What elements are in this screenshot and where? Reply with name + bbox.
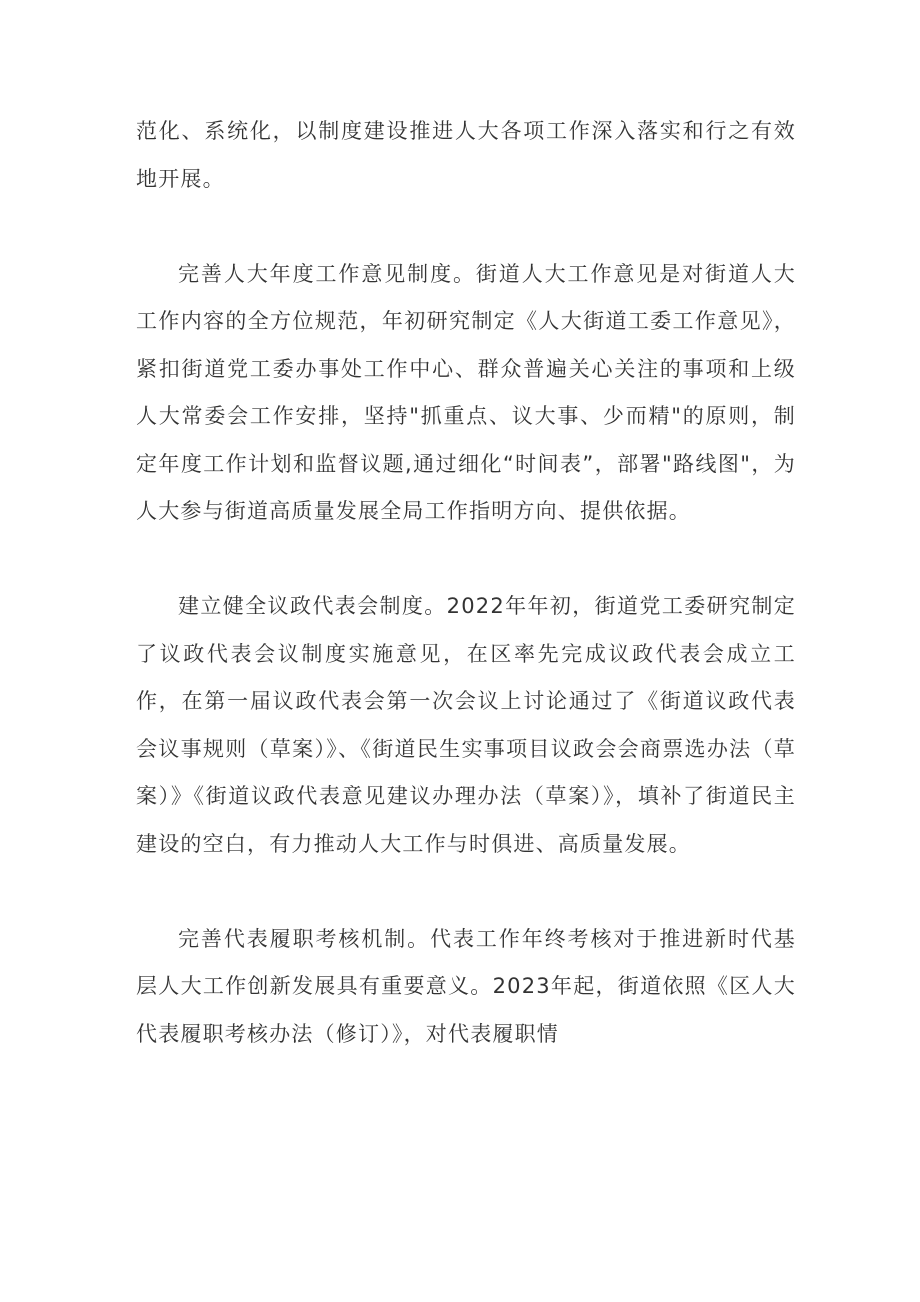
paragraph-annual-work-opinion: 完善人大年度工作意见制度。街道人大工作意见是对街道人大工作内容的全方位规范，年初研究制定《人大街道工委工作意见》，紧扣街道党工委办事处工作中心、群众普遍关心关注的事项和上级人大常委会工作安排，坚持"抓重点、议大事、少而精"的原则，制定年度工作计划和监督议题,通过细化“时间表”，部署"路线图"，为人大参与街道高质量发展全局工作指明方向、提供依据。 [136, 261, 796, 523]
paragraph-representative-assessment: 完善代表履职考核机制。代表工作年终考核对于推进新时代基层人大工作创新发展具有重要意义。2023年起，街道依照《区人大代表履职考核办法（修订）》，对代表履职情 [136, 926, 796, 1046]
paragraph-continuation: 范化、系统化，以制度建设推进人大各项工作深入落实和行之有效地开展。 [136, 119, 796, 191]
document-body [136, 108, 796, 1058]
paragraph-deliberative-congress: 建立健全议政代表会制度。2022年年初，街道党工委研究制定了议政代表会议制度实施意见，在区率先完成议政代表会成立工作，在第一届议政代表会第一次会议上讨论通过了《街道议政代表会议事规则（草案）》、《街道民生实事项目议政会会商票选办法（草案）》《街道议政代表意见建议办理办法（草案）》，填补了街道民主建设的空白，有力推动人大工作与时俱进、高质量发展。 [136, 594, 796, 856]
